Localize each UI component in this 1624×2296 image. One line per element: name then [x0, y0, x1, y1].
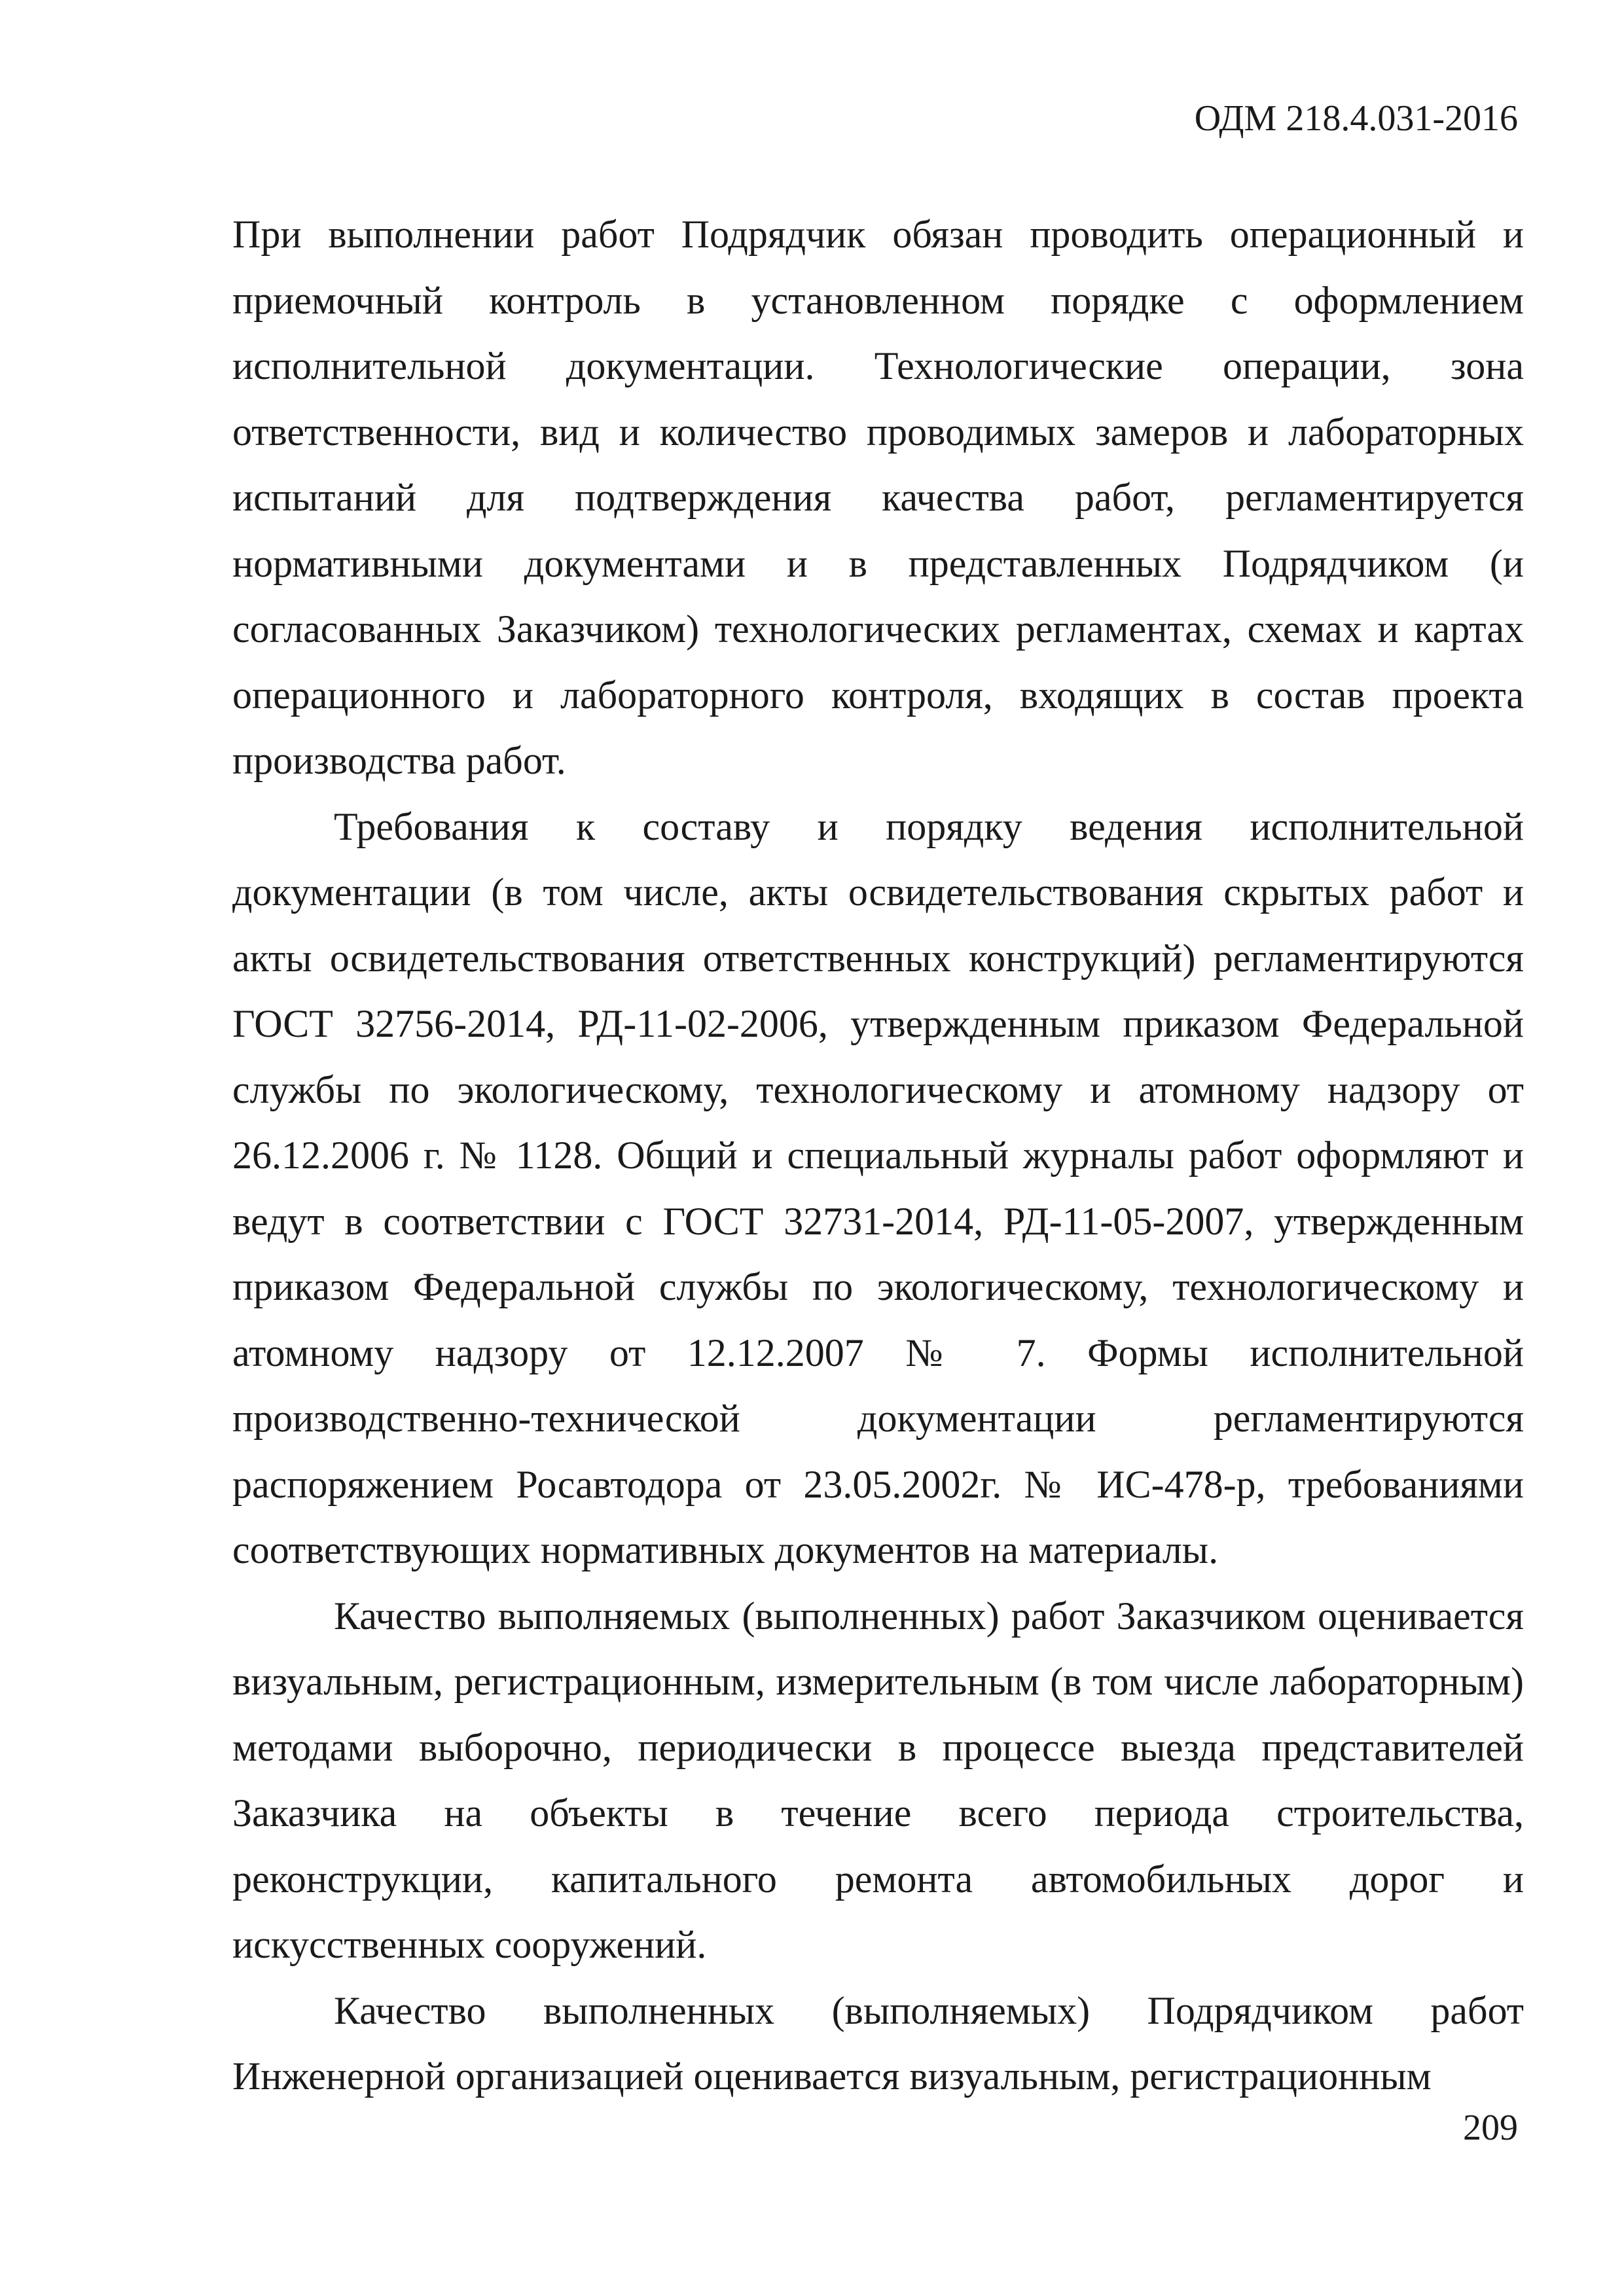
paragraph-documentation-requirements: Требования к составу и порядку ведения исполнительной документации (в том числе, акты освидетельствования скрытых работ и акты освидетельствования ответственных конструкций) регламентируются ГОСТ 32756-2014, РД-11-02-2006, утвержденным приказом Федеральной службы по экологическому, технологическому и атомному надзору от 26.12.2006 г. № 1128. Общий и специальный журналы работ оформляют и ведут в соответствии с ГОСТ 32731-2014, РД-11-05-2007, утвержденным приказом Федеральной службы по экологическому, технологическому и атомному надзору от 12.12.2007 № 7. Формы исполнительной производственно-технической документации регламентируются распоряжением Росавтодора от 23.05.2002г. № ИС-478-р, требованиями соответствующих нормативных документов на материалы. — [232, 804, 1524, 1571]
document-code-header: ОДМ 218.4.031-2016 — [1194, 98, 1518, 139]
paragraph-engineering-quality-assessment: Качество выполненных (выполняемых) Подрядчиком работ Инженерной организацией оценивается визуальным, регистрационным — [232, 1988, 1524, 2098]
paragraph-contractor-control: При выполнении работ Подрядчик обязан проводить операционный и приемочный контроль в установленном порядке с оформлением исполнительной документации. Технологические операции, зона ответственности, вид и количество проводимых замеров и лабораторных испытаний для подтверждения качества работ, регламентируется нормативными документами и в представленных Подрядчиком (и согласованных Заказчиком) технологических регламентах, схемах и картах операционного и лабораторного контроля, входящих в состав проекта производства работ. — [232, 213, 1524, 782]
paragraph-customer-quality-assessment: Качество выполняемых (выполненных) работ Заказчиком оценивается визуальным, регистрационным, измерительным (в том числе лабораторным) методами выборочно, периодически в процессе выезда представителей Заказчика на объекты в течение всего периода строительства, реконструкции, капитального ремонта автомобильных дорог и искусственных сооружений. — [232, 1594, 1524, 1966]
page-number: 209 — [1463, 2108, 1518, 2148]
body-text — [232, 202, 1524, 2109]
